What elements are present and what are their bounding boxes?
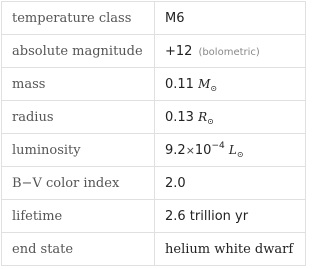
- sun-symbol: ⊙: [236, 149, 244, 159]
- row-value-cell: [155, 68, 306, 101]
- row-value: 2.0: [155, 167, 306, 200]
- value-note: (bolometric): [198, 46, 260, 58]
- table-row-radius: [2, 101, 306, 134]
- sun-symbol: ⊙: [207, 116, 214, 126]
- luminosity-mantissa: 9.2: [165, 142, 186, 158]
- row-value: +12: [165, 43, 193, 59]
- row-value-cell: [155, 134, 306, 167]
- row-value-cell: [155, 101, 306, 134]
- table-row-mass: [2, 68, 306, 101]
- luminosity-exponent: −4: [211, 140, 225, 151]
- row-label: temperature class: [2, 2, 155, 35]
- row-label: absolute magnitude: [2, 35, 155, 68]
- solar-luminosity-unit: [229, 143, 244, 157]
- times-symbol: ×: [185, 143, 195, 157]
- unit-symbol: M: [198, 76, 211, 91]
- table-row-lifetime: [2, 200, 306, 233]
- row-label: radius: [2, 101, 155, 134]
- table-row-end-state: [2, 233, 306, 266]
- table-row-luminosity: [2, 134, 306, 167]
- solar-mass-unit: [198, 77, 217, 91]
- row-label: end state: [2, 233, 155, 266]
- star-properties-table: [1, 1, 306, 266]
- unit-symbol: L: [228, 142, 237, 157]
- row-label: mass: [2, 68, 155, 101]
- row-label: luminosity: [2, 134, 155, 167]
- row-value: helium white dwarf: [155, 233, 306, 266]
- table-row-temperature-class: [2, 2, 306, 35]
- luminosity-base: 10: [194, 142, 212, 158]
- row-value: 2.6 trillion yr: [155, 200, 306, 233]
- row-value: M6: [155, 2, 306, 35]
- row-label: B−V color index: [2, 167, 155, 200]
- sun-symbol: ⊙: [210, 83, 218, 93]
- solar-radius-unit: [198, 110, 214, 124]
- row-value-cell: [155, 35, 306, 68]
- unit-symbol: R: [198, 109, 208, 124]
- row-value: 0.13: [165, 109, 194, 125]
- table-row-absolute-magnitude: [2, 35, 306, 68]
- row-label: lifetime: [2, 200, 155, 233]
- row-value: 0.11: [165, 76, 194, 92]
- table-row-bv-color-index: [2, 167, 306, 200]
